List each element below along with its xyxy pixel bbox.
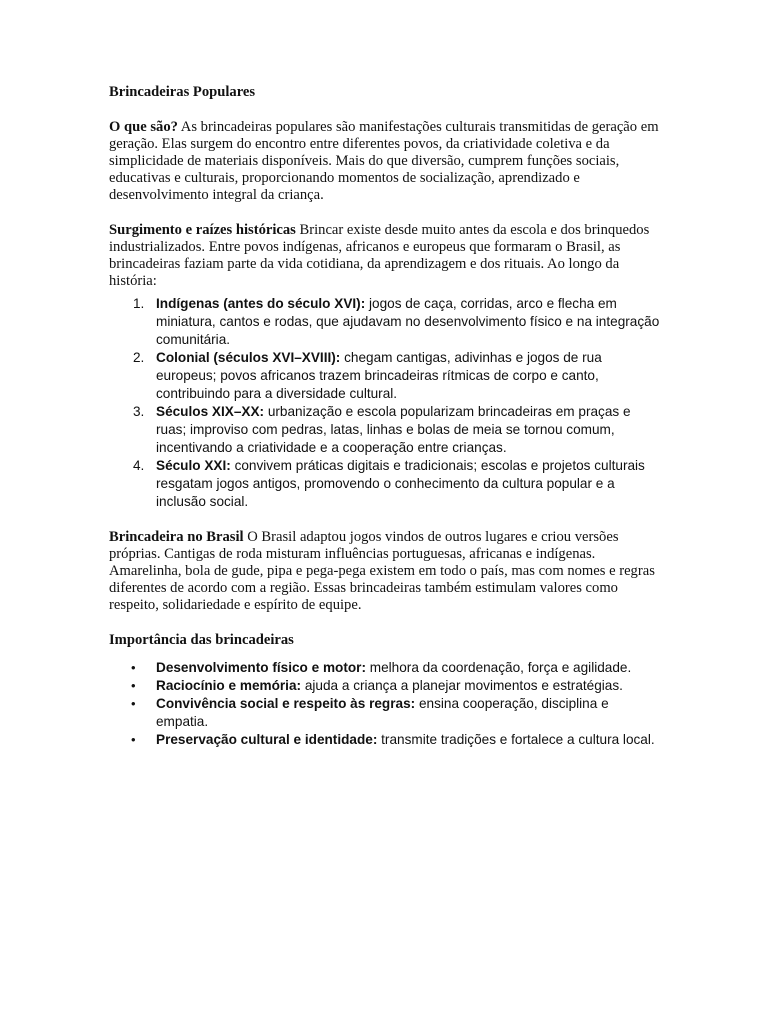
list-number: 1.	[133, 296, 145, 311]
origins-text: Brincar existe desde muito antes da escola e dos brinquedos industrializados. Entre povos indígenas, africanos e europeus que formaram o Brasil, as brincadeiras faziam parte da vida cotidiana, da aprendizagem e dos rituais. Ao longo da história:	[109, 222, 650, 289]
importance-item	[109, 695, 661, 731]
timeline-label: Século XXI:	[156, 458, 231, 473]
timeline-text: convivem práticas digitais e tradicionais; escolas e projetos culturais resgatam jogos antigos, promovendo o conhecimento da cultura popular e a inclusão social.	[156, 458, 645, 509]
brazil-paragraph	[109, 529, 661, 614]
timeline-item	[109, 457, 661, 511]
timeline-text: urbanização e escola popularizam brincadeiras em praças e ruas; improviso com pedras, latas, linhas e bolas de meia se tornou comum, incentivando a criatividade e a cooperação entre crianças.	[156, 404, 631, 455]
importance-item	[109, 659, 661, 677]
importance-label: Preservação cultural e identidade:	[156, 732, 378, 747]
importance-label: Convivência social e respeito às regras:	[156, 696, 416, 711]
document-page	[109, 84, 661, 767]
importance-item	[109, 677, 661, 695]
importance-item	[109, 731, 661, 749]
timeline-item	[109, 403, 661, 457]
document-title: Brincadeiras Populares	[109, 84, 256, 100]
timeline-label: Colonial (séculos XVI–XVIII):	[156, 350, 341, 365]
timeline-item	[109, 349, 661, 403]
list-number: 2.	[133, 350, 145, 365]
timeline-list	[109, 295, 661, 511]
intro-text: As brincadeiras populares são manifestações culturais transmitidas de geração em geração. Elas surgem do encontro entre diferentes povos, da criatividade coletiva e da simplicidade de materiais disponíveis. Mais do que diversão, cumprem funções sociais, educativas e culturais, proporcionando momentos de socialização, aprendizado e desenvolvimento integral da criança.	[109, 119, 659, 203]
intro-paragraph	[109, 119, 661, 204]
intro-heading: O que são?	[109, 119, 178, 135]
bullet-icon: •	[131, 696, 136, 711]
origins-heading: Surgimento e raízes históricas	[109, 222, 296, 238]
timeline-label: Séculos XIX–XX:	[156, 404, 265, 419]
brazil-heading: Brincadeira no Brasil	[109, 529, 244, 545]
importance-text: ajuda a criança a planejar movimentos e estratégias.	[301, 678, 623, 693]
timeline-text: jogos de caça, corridas, arco e flecha em miniatura, cantos e rodas, que ajudavam no desenvolvimento físico e na integração comunitária.	[156, 296, 660, 347]
importance-label: Raciocínio e memória:	[156, 678, 302, 693]
bullet-icon: •	[131, 732, 136, 747]
importance-text: ensina cooperação, disciplina e empatia.	[156, 696, 609, 729]
bullet-icon: •	[131, 660, 136, 675]
timeline-text: chegam cantigas, adivinhas e jogos de rua europeus; povos africanos trazem brincadeiras rítmicas de corpo e canto, contribuindo para a diversidade cultural.	[156, 350, 602, 401]
origins-paragraph	[109, 222, 661, 290]
importance-text: melhora da coordenação, força e agilidade.	[366, 660, 632, 675]
bullet-icon: •	[131, 678, 136, 693]
importance-label: Desenvolvimento físico e motor:	[156, 660, 366, 675]
importance-list	[109, 659, 661, 749]
importance-text: transmite tradições e fortalece a cultura local.	[377, 732, 655, 747]
importance-heading: Importância das brincadeiras	[109, 632, 294, 648]
list-number: 3.	[133, 404, 145, 419]
timeline-item	[109, 295, 661, 349]
brazil-text: O Brasil adaptou jogos vindos de outros lugares e criou versões próprias. Cantigas de roda misturam influências portuguesas, africanas e indígenas. Amarelinha, bola de gude, pipa e pega-pega existem em todo o país, mas com nomes e regras diferentes de acordo com a região. Essas brincadeiras também estimulam valores como respeito, solidariedade e espírito de equipe.	[109, 529, 655, 613]
list-number: 4.	[133, 458, 145, 473]
timeline-label: Indígenas (antes do século XVI):	[156, 296, 366, 311]
